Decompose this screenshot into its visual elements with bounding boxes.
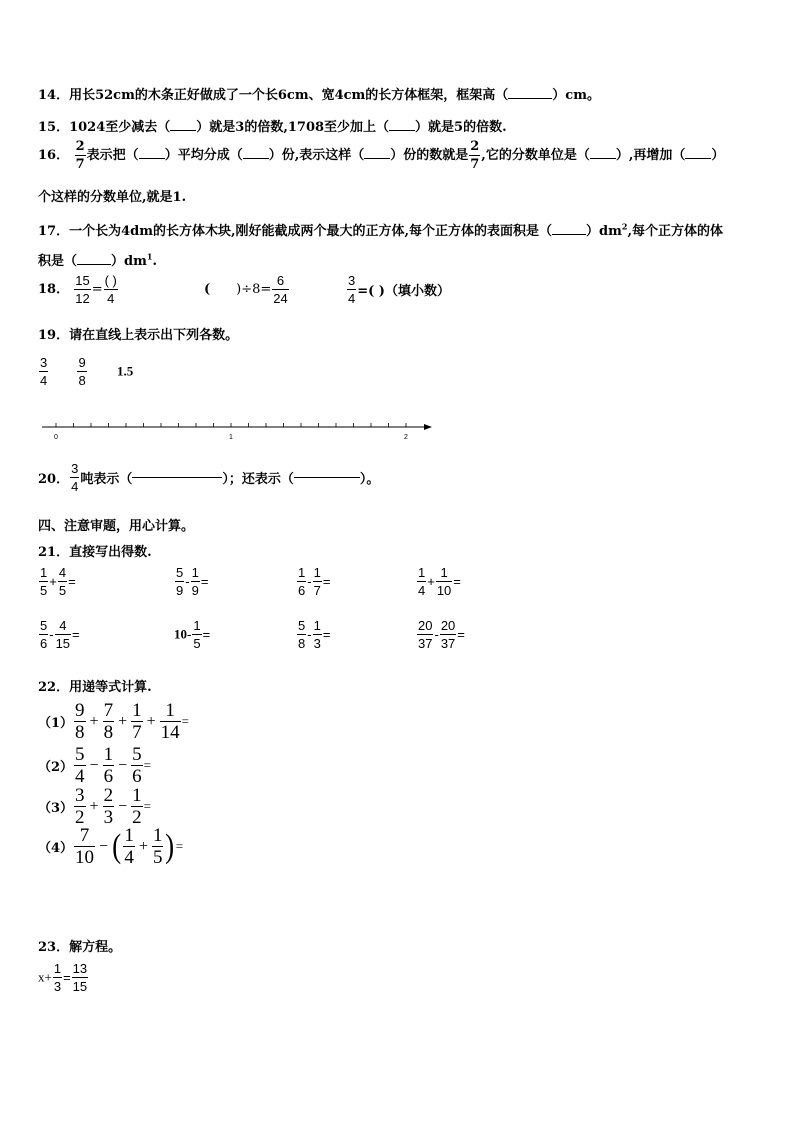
q22-fraction: $\frac{1}{6}$: [103, 744, 114, 787]
q18-number: 18．: [38, 282, 70, 297]
q19-numbers: [38, 356, 133, 387]
q15-blank-1[interactable]: [170, 130, 196, 131]
q21-number: 21．: [38, 545, 70, 560]
q18-part-2: ( )÷8= $\frac{6}{24}$: [204, 273, 288, 306]
q21-equals: =: [202, 627, 211, 642]
q21-fraction-a: $\frac{5}{9}$: [176, 565, 184, 598]
q21-fraction-b: $\frac{1}{5}$: [193, 618, 201, 651]
question-18: 18． $\frac{15}{12}$ = $\frac{( )}{4}$: [38, 273, 117, 306]
q22-equals: =: [143, 757, 151, 773]
q16-number: 16．: [38, 148, 70, 163]
q22-label: （3）: [38, 801, 74, 816]
q21-fraction-a: $\frac{5}{8}$: [298, 618, 306, 651]
q21-operator: -: [49, 627, 54, 642]
q22-operator: +: [138, 837, 148, 855]
q22-problem-3[interactable]: [38, 786, 151, 827]
q22-fraction: $\frac{1}{2}$: [132, 785, 142, 828]
q22-operator: +: [89, 797, 99, 815]
q21-equals: =: [200, 574, 209, 589]
number-line[interactable]: [38, 416, 438, 446]
q22-number: 22．: [38, 680, 70, 695]
q21-operator: -: [307, 574, 312, 589]
q21-operator: -: [434, 627, 439, 642]
tick-label-1: 1: [229, 434, 233, 441]
q21-fraction-a: $\frac{1}{4}$: [418, 565, 426, 598]
q22-operator: +: [89, 712, 99, 730]
q22-fraction: $\frac{1}{14}$: [160, 700, 180, 743]
q14-answer-blank[interactable]: [508, 98, 552, 99]
q21-equals: =: [68, 574, 76, 589]
q15-number: 15．: [38, 120, 70, 135]
q21-fraction-b: $\frac{1}{10}$: [436, 565, 452, 598]
q22-operator: +: [146, 712, 156, 730]
q18-fraction-c: $\frac{6}{24}$: [273, 273, 288, 306]
q16-blank-5[interactable]: [685, 158, 711, 159]
q22-operator: −: [118, 756, 128, 774]
q21-item[interactable]: [38, 566, 76, 597]
q21-item[interactable]: [296, 566, 330, 597]
q22-text: 用递等式计算.: [69, 680, 152, 695]
q21-operator: +: [49, 574, 57, 589]
q21-operator: -: [307, 627, 312, 642]
q18-fraction-b[interactable]: $\frac{( )}{4}$: [104, 273, 117, 306]
q20-blank-1[interactable]: [132, 477, 222, 478]
q16-fraction-1: $\frac{2}{7}$: [75, 139, 85, 172]
q22-fraction: $\frac{3}{2}$: [75, 785, 85, 828]
q22-operator: −: [99, 837, 109, 855]
q18-fraction-d: $\frac{3}{4}$: [348, 273, 356, 306]
q16-blank-3[interactable]: [364, 158, 390, 159]
q22-fraction: $\frac{7}{10}$: [75, 825, 95, 868]
q17-number: 17．: [38, 224, 70, 239]
q21-fraction-a: $\frac{1}{5}$: [40, 565, 48, 598]
number-line-arrow: [424, 424, 432, 430]
q16-blank-1[interactable]: [139, 158, 165, 159]
q19-number: 19．: [38, 328, 70, 343]
q19-text: 请在直线上表示出下列各数。: [69, 328, 239, 343]
tick-label-0: 0: [54, 434, 58, 441]
q22-problem-2[interactable]: [38, 745, 151, 786]
q23-fraction-right: $\frac{13}{15}$: [72, 961, 88, 994]
section-4-title: 四、注意审题，用心计算。: [38, 519, 195, 534]
q22-equals: =: [143, 798, 151, 814]
q20-blank-2[interactable]: [294, 477, 360, 478]
question-17: 17．一个长为4dm的长方体木块,刚好能截成两个最大的正方体,每个正方体的表面积是（ ）$dm^2$,每个正方体的体: [38, 221, 724, 239]
q22-fraction: $\frac{7}{8}$: [103, 700, 114, 743]
q21-operator: +: [427, 574, 435, 589]
q22-operator: +: [118, 712, 128, 730]
q22-label: （1）: [38, 716, 74, 731]
q22-fraction: $\frac{5}{4}$: [75, 744, 85, 787]
q21-fraction-b: $\frac{1}{7}$: [313, 565, 321, 598]
q22-problem-1[interactable]: [38, 701, 189, 742]
question-16: 16． $\frac{2}{7}$ 表示把（ ）平均分成（ ）份,表示这样（ ）份的数就是 $\frac{2}{7}$ ,它的分数单位是（ ）,再增加（ ）: [38, 139, 725, 172]
q21-item[interactable]: [174, 619, 210, 650]
number-line-ticks: [56, 423, 406, 427]
q21-text: 直接写出得数.: [69, 545, 152, 560]
q21-fraction-b: $\frac{1}{9}$: [191, 565, 199, 598]
tick-label-2: 2: [404, 434, 408, 441]
q17-blank-1[interactable]: [552, 234, 586, 235]
q18-fraction-a: $\frac{15}{12}$: [75, 273, 90, 306]
q21-fraction-b: $\frac{4}{5}$: [58, 565, 67, 598]
q21-fraction-b: $\frac{20}{37}$: [440, 618, 456, 651]
q23-equation[interactable]: x+ $\frac{1}{3}$ = $\frac{13}{15}$: [38, 961, 88, 994]
q22-problem-4[interactable]: [38, 826, 183, 867]
question-22: [38, 676, 152, 695]
right-paren-icon: ): [165, 827, 175, 865]
question-23: [38, 936, 121, 955]
q21-equals: =: [322, 574, 331, 589]
q21-operator: -: [185, 574, 190, 589]
q21-fraction-a: $\frac{1}{6}$: [298, 565, 306, 598]
q21-equals: =: [72, 627, 80, 642]
q22-fraction: $\frac{1}{5}$: [152, 825, 163, 868]
q20-fraction: $\frac{3}{4}$: [71, 461, 79, 494]
q17-line-2: 积是（ ）$dm^1$.: [38, 251, 157, 269]
q23-fraction-left: $\frac{1}{3}$: [53, 961, 62, 994]
question-21: [38, 541, 152, 560]
q15-blank-2[interactable]: [389, 130, 415, 131]
q21-fraction-b: $\frac{4}{15}$: [55, 618, 71, 651]
q23-text: 解方程。: [69, 940, 122, 955]
q22-fraction: $\frac{5}{6}$: [132, 744, 142, 787]
q18-part-3: [346, 274, 450, 305]
q19-fraction-2: $\frac{9}{8}$: [78, 355, 86, 388]
q21-equals: =: [322, 627, 331, 642]
q22-label: （2）: [38, 760, 74, 775]
q21-item[interactable]: [296, 619, 330, 650]
q21-fraction-a: $\frac{5}{6}$: [40, 618, 48, 651]
q22-fraction: $\frac{1}{7}$: [132, 700, 142, 743]
q18-tail[interactable]: =( )（填小数）: [357, 284, 450, 299]
q22-equals: =: [175, 838, 184, 854]
q21-item[interactable]: [38, 619, 80, 650]
q19-decimal: 1.5: [116, 363, 134, 379]
q23-number: 23．: [38, 940, 70, 955]
q22-operator: −: [118, 797, 128, 815]
q22-fraction: $\frac{1}{4}$: [124, 825, 134, 868]
q20-number: 20．: [38, 472, 70, 487]
q21-equals: =: [457, 627, 465, 642]
q21-item[interactable]: [416, 619, 465, 650]
q21-equals: =: [453, 574, 461, 589]
q14-number: 14．: [38, 88, 70, 103]
question-14: 14．用长52cm的木条正好做成了一个长6cm、宽4cm的长方体框架，框架高（ ）cm。: [38, 88, 600, 103]
question-20: 20． $\frac{3}{4}$ 吨表示（ ）；还表示（ ）。: [38, 461, 380, 494]
q22-equals: =: [181, 713, 189, 729]
q22-fraction: $\frac{2}{3}$: [103, 785, 114, 828]
q16-blank-2[interactable]: [243, 158, 269, 159]
q21-fraction-a: $\frac{20}{37}$: [418, 618, 433, 651]
q15-text: 1024至少减去（: [69, 120, 171, 135]
q19-fraction-1: $\frac{3}{4}$: [40, 355, 48, 388]
q22-fraction: $\frac{9}{8}$: [75, 700, 85, 743]
question-15: 15．1024至少减去（ ）就是3的倍数,1708至少加上（ ）就是5的倍数.: [38, 120, 507, 135]
question-19: [38, 324, 238, 343]
q16-blank-4[interactable]: [590, 158, 616, 159]
q16-fraction-2: $\frac{2}{7}$: [470, 139, 480, 172]
q16-line-2: 个这样的分数单位,就是1.: [38, 190, 187, 205]
q21-fraction-b: $\frac{1}{3}$: [313, 618, 321, 651]
q22-operator: −: [89, 756, 99, 774]
q17-blank-2[interactable]: [77, 264, 111, 265]
q22-label: （4）: [38, 841, 74, 856]
q21-item[interactable]: [416, 566, 461, 597]
left-paren-icon: (: [112, 827, 122, 865]
q21-item[interactable]: [174, 566, 208, 597]
q14-text: 用长52cm的木条正好做成了一个长6cm、宽4cm的长方体框架，框架高（: [69, 88, 509, 103]
q21-prefix: 10-: [174, 626, 192, 642]
